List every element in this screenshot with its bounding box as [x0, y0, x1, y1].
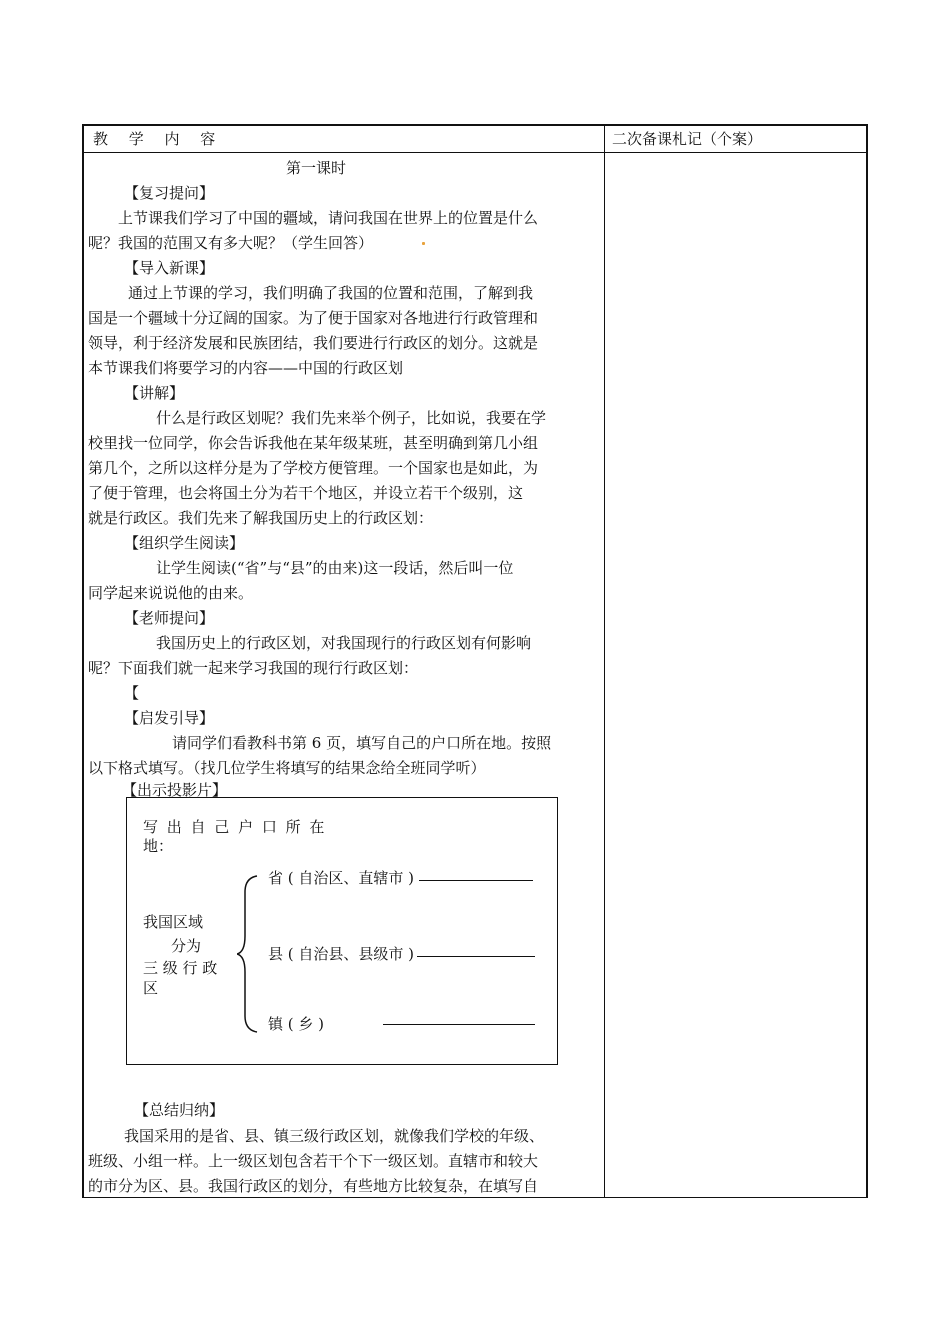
intro-line: 本节课我们将要学习的内容——中国的行政区划 — [88, 359, 404, 377]
lesson-plan-table — [82, 124, 868, 1198]
review-heading: 【复习提问】 — [124, 184, 215, 202]
explain-heading: 【讲解】 — [124, 384, 185, 402]
header-teaching-content: 教 学 内 容 — [93, 130, 224, 148]
explain-line: 校里找一位同学，你会告诉我他在某年级某班，甚至明确到第几小组 — [88, 434, 539, 452]
stray-mark — [422, 242, 425, 245]
stray-bracket: 【 — [124, 684, 140, 702]
ask-heading: 【老师提问】 — [124, 609, 215, 627]
curly-brace-icon — [237, 874, 259, 1034]
slide-left-label: 我国区域 — [143, 913, 204, 931]
guide-heading: 【启发引导】 — [124, 709, 215, 727]
column-divider — [604, 126, 605, 1197]
read-heading: 【组织学生阅读】 — [124, 534, 245, 552]
projection-slide-box — [126, 797, 558, 1065]
intro-line: 国是一个疆域十分辽阔的国家。为了便于国家对各地进行行政管理和 — [88, 309, 539, 327]
lesson-title: 第一课时 — [286, 159, 347, 177]
summary-heading: 【总结归纳】 — [134, 1101, 225, 1119]
intro-heading: 【导入新课】 — [124, 259, 215, 277]
guide-line: 请同学们看教科书第 6 页，填写自己的户口所在地。按照 — [172, 734, 552, 752]
slide-heading: 【出示投影片】 — [122, 781, 228, 799]
slide-left-label: 三 级 行 政 — [143, 959, 218, 977]
intro-line: 领导，利于经济发展和民族团结，我们要进行行政区的划分。这就是 — [88, 334, 539, 352]
ask-line: 呢？下面我们就一起来学习我国的现行行政区划： — [88, 659, 419, 677]
province-answer-line — [419, 880, 533, 881]
ask-line: 我国历史上的行政区划，对我国现行的行政区划有何影响 — [156, 634, 532, 652]
read-line: 同学起来说说他的由来。 — [88, 584, 254, 602]
slide-prompt: 地： — [143, 837, 174, 855]
explain-line: 了便于管理，也会将国土分为若干个地区，并设立若干个级别，这 — [88, 484, 524, 502]
guide-line: 以下格式填写。（找几位学生将填写的结果念给全班同学听） — [88, 759, 486, 777]
header-second-notes: 二次备课札记（个案） — [612, 130, 763, 148]
summary-line: 我国采用的是省、县、镇三级行政区划，就像我们学校的年级、 — [124, 1127, 545, 1145]
header-divider — [84, 152, 866, 153]
explain-line: 就是行政区。我们先来了解我国历史上的行政区划： — [88, 509, 434, 527]
explain-line: 什么是行政区划呢？我们先来举个例子，比如说，我要在学 — [156, 409, 547, 427]
level-county-label: 县 ( 自治县、县级市 ) — [268, 945, 415, 963]
level-town-label: 镇 ( 乡 ) — [268, 1015, 325, 1033]
summary-line: 班级、小组一样。上一级区划包含若干个下一级区划。直辖市和较大 — [88, 1152, 539, 1170]
review-line: 呢？我国的范围又有多大呢？（学生回答） — [88, 234, 374, 252]
explain-line: 第几个，之所以这样分是为了学校方便管理。一个国家也是如此，为 — [88, 459, 539, 477]
county-answer-line — [417, 956, 535, 957]
slide-left-label: 分为 — [171, 937, 202, 955]
level-province-label: 省 ( 自治区、直辖市 ) — [268, 869, 415, 887]
slide-left-label: 区 — [143, 979, 159, 997]
review-line: 上节课我们学习了中国的疆域，请问我国在世界上的位置是什么 — [118, 209, 539, 227]
intro-line: 通过上节课的学习，我们明确了我国的位置和范围，了解到我 — [128, 284, 534, 302]
summary-line: 的市分为区、县。我国行政区的划分，有些地方比较复杂，在填写自 — [88, 1177, 539, 1195]
read-line: 让学生阅读(“省”与“县”的由来)这一段话，然后叫一位 — [156, 559, 514, 577]
town-answer-line — [383, 1024, 535, 1025]
slide-prompt: 写 出 自 己 户 口 所 在 — [143, 818, 327, 836]
